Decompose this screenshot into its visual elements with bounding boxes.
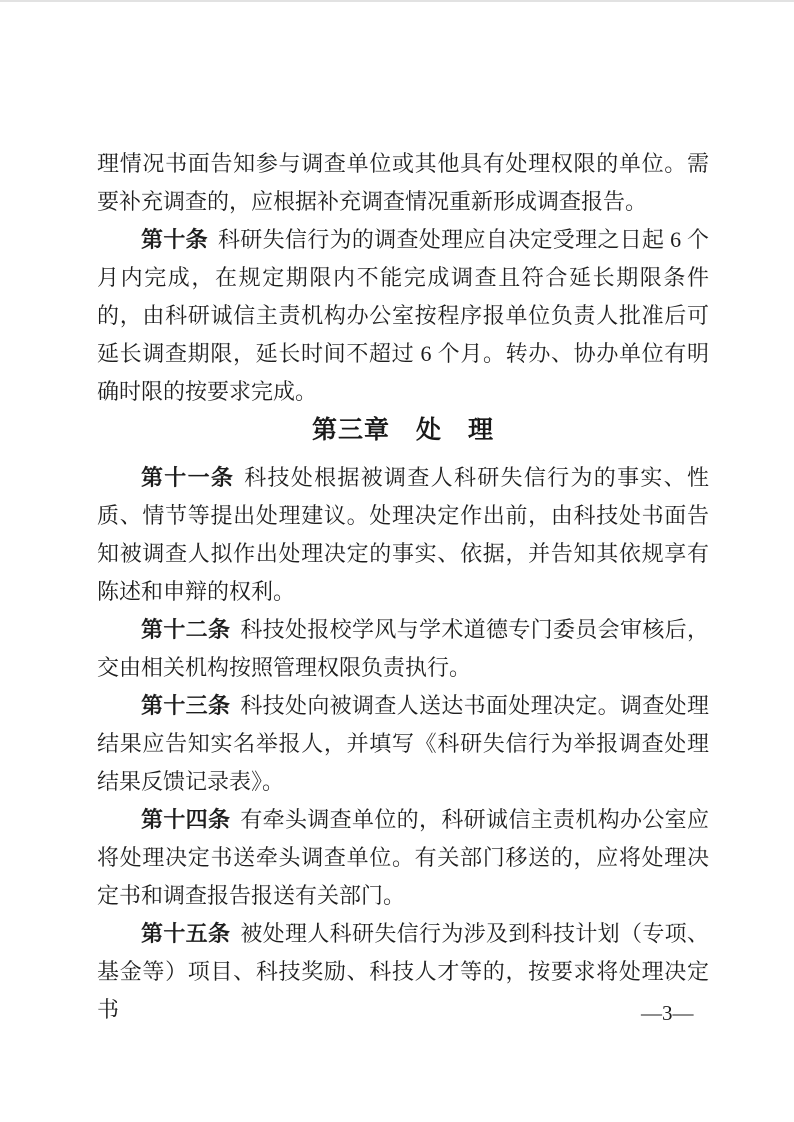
article-number-label: 第十一条: [141, 465, 235, 490]
article-text: 被处理人科研失信行为涉及到科技计划（专项、基金等）项目、科技奖励、科技人才等的，按要求将处理决定书: [97, 921, 709, 1022]
article-number-label: 第十二条: [141, 617, 231, 642]
article-paragraph-13: [97, 687, 709, 801]
scan-edge-line: [0, 0, 794, 2]
page-number: —3—: [641, 1001, 694, 1025]
article-paragraph-12: [97, 611, 709, 687]
continuation-paragraph: 理情况书面告知参与调查单位或其他具有处理权限的单位。需要补充调查的，应根据补充调查情况重新形成调查报告。: [97, 151, 709, 214]
article-text: 科技处报校学风与学术道德专门委员会审核后，交由相关机构按照管理权限负责执行。: [97, 617, 709, 680]
article-text: 科技处向被调查人送达书面处理决定。调查处理结果应告知实名举报人，并填写《科研失信行为举报调查处理结果反馈记录表》。: [97, 693, 709, 794]
article-paragraph-11: [97, 459, 709, 611]
article-number-label: 第十四条: [141, 807, 231, 832]
article-paragraph-15: [97, 915, 709, 1029]
article-number-label: 第十五条: [141, 921, 231, 946]
article-number-label: 第十三条: [141, 693, 231, 718]
article-paragraph-14: [97, 801, 709, 915]
article-text: 科研失信行为的调查处理应自决定受理之日起 6 个月内完成，在规定期限内不能完成调查且符合延长期限条件的，由科研诚信主责机构办公室按程序报单位负责人批准后可延长调查期限，延长时间不超过 6 个月。转办、协办单位有明确时限的按要求完成。: [97, 227, 709, 404]
article-text: 有牵头调查单位的，科研诚信主责机构办公室应将处理决定书送牵头调查单位。有关部门移送的，应将处理决定书和调查报告报送有关部门。: [97, 807, 709, 908]
article-paragraph-10: [97, 221, 709, 411]
article-number-label: 第十条: [141, 227, 208, 252]
chapter-heading: 第三章 处 理: [311, 416, 494, 444]
article-text: 科技处根据被调查人科研失信行为的事实、性质、情节等提出处理建议。处理决定作出前，由科技处书面告知被调查人拟作出处理决定的事实、依据，并告知其依规享有陈述和申辩的权利。: [97, 465, 709, 604]
document-body: [97, 145, 709, 1029]
